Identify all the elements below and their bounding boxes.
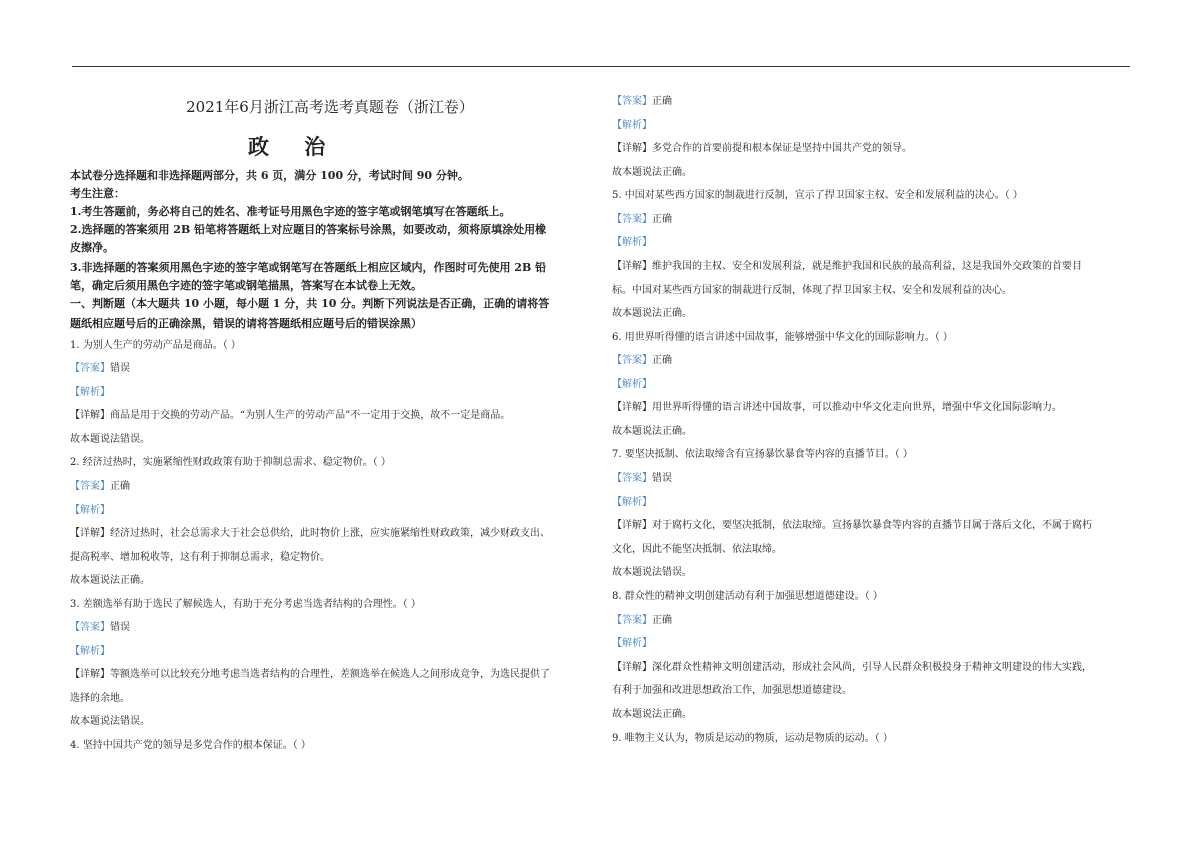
analysis-tag: 【解析】 [612, 379, 652, 390]
detail-text: 商品是用于交换的劳动产品。“为别人生产的劳动产品”不一定用于交换，故不一定是商品。 [110, 410, 511, 421]
notice-2a: 2.选择题的答案须用 2B 铅笔将答题纸上对应题目的答案标号涂黑，如要改动，须将原填涂处用橡 [70, 223, 547, 236]
detail-tag: 【详解】 [70, 528, 110, 539]
question-7-stem: 7. 要坚决抵制、依法取缔含有宣扬暴饮暴食等内容的直播节目。（ ） [612, 449, 913, 460]
answer-tag: 【答案】 [612, 615, 652, 626]
answer-tag: 【答案】 [612, 473, 652, 484]
detail-text: 多党合作的首要前提和根本保证是坚持中国共产党的领导。 [652, 143, 912, 154]
detail-text: 等额选举可以比较充分地考虑当选者结构的合理性，差额选举在候选人之间形成竞争，为选民提供了 [110, 669, 550, 680]
question-6-answer [612, 355, 672, 367]
question-2-detail [70, 528, 550, 540]
detail-text: 用世界听得懂的语言讲述中国故事，可以推动中华文化走向世界，增强中华文化国际影响力。 [652, 402, 1062, 413]
question-2-stem: 2. 经济过热时，实施紧缩性财政政策有助于抑制总需求、稳定物价。（ ） [70, 457, 391, 468]
question-4-detail [612, 143, 912, 155]
question-8-detail-cont: 有利于加强和改进思想政治工作，加强思想道德建设。 [612, 685, 852, 696]
analysis-tag: 【解析】 [70, 505, 110, 516]
question-5-detail [612, 261, 1082, 273]
question-2-conclusion: 故本题说法正确。 [70, 575, 150, 586]
answer-tag: 【答案】 [612, 96, 652, 107]
question-5-detail-cont: 标。中国对某些西方国家的制裁进行反制，体现了捍卫国家主权、安全和发展利益的决心。 [612, 285, 1012, 296]
analysis-tag: 【解析】 [612, 120, 652, 131]
answer-tag: 【答案】 [70, 622, 110, 633]
question-3-detail [70, 669, 550, 681]
answer-value: 正确 [652, 615, 672, 626]
question-3-detail-cont: 选择的余地。 [70, 693, 130, 704]
detail-text: 深化群众性精神文明创建活动，形成社会风尚，引导人民群众积极投身于精神文明建设的伟大实践， [652, 662, 1092, 673]
question-8-answer [612, 615, 672, 627]
answer-value: 正确 [652, 355, 672, 366]
question-6-detail [612, 402, 1062, 414]
question-2-answer [70, 481, 130, 493]
analysis-tag: 【解析】 [612, 497, 652, 508]
question-1-stem: 1. 为别人生产的劳动产品是商品。（ ） [70, 340, 241, 351]
question-8-stem: 8. 群众性的精神文明创建活动有利于加强思想道德建设。（ ） [612, 591, 883, 602]
question-3-answer [70, 622, 130, 634]
detail-tag: 【详解】 [70, 410, 110, 421]
question-4-answer [612, 96, 672, 108]
answer-tag: 【答案】 [70, 481, 110, 492]
section-heading-b: 题纸相应题号后的正确涂黑，错误的请将答题纸相应题号后的错误涂黑） [70, 317, 422, 330]
question-8-conclusion: 故本题说法正确。 [612, 709, 692, 720]
question-1-detail [70, 410, 510, 422]
question-8-detail [612, 662, 1092, 674]
detail-tag: 【详解】 [612, 520, 652, 531]
intro-line: 本试卷分选择题和非选择题两部分，共 6 页，满分 100 分，考试时间 90 分钟。 [70, 169, 469, 182]
question-7-answer [612, 473, 672, 485]
analysis-tag: 【解析】 [612, 237, 652, 248]
answer-value: 正确 [652, 214, 672, 225]
detail-tag: 【详解】 [612, 402, 652, 413]
exam-title: 2021年6月浙江高考选考真题卷（浙江卷） [186, 98, 474, 116]
detail-tag: 【详解】 [612, 662, 652, 673]
question-4-stem: 4. 坚持中国共产党的领导是多党合作的根本保证。（ ） [70, 740, 311, 751]
question-6-stem: 6. 用世界听得懂的语言讲述中国故事，能够增强中华文化的国际影响力。（ ） [612, 332, 953, 343]
answer-value: 错误 [110, 363, 130, 374]
detail-text: 维护我国的主权、安全和发展利益，就是维护我国和民族的最高利益，这是我国外交政策的首要目 [652, 261, 1082, 272]
answer-value: 错误 [652, 473, 672, 484]
question-5-answer [612, 214, 672, 226]
question-1-answer [70, 363, 130, 375]
answer-tag: 【答案】 [612, 355, 652, 366]
analysis-tag: 【解析】 [612, 638, 652, 649]
question-6-conclusion: 故本题说法正确。 [612, 426, 692, 437]
question-5-stem: 5. 中国对某些西方国家的制裁进行反制，宣示了捍卫国家主权、安全和发展利益的决心。（ ） [612, 190, 1023, 201]
notice-3a: 3.非选择题的答案须用黑色字迹的签字笔或钢笔写在答题纸上相应区域内，作图时可先使用 2B 铅 [70, 261, 547, 274]
header-rule [72, 66, 1130, 67]
notice-title: 考生注意： [70, 187, 125, 200]
notice-3b: 笔，确定后须用黑色字迹的签字笔或钢笔描黑，答案写在本试卷上无效。 [70, 279, 422, 292]
question-7-conclusion: 故本题说法错误。 [612, 567, 692, 578]
notice-1: 1.考生答题前，务必将自己的姓名、准考证号用黑色字迹的签字笔或钢笔填写在答题纸上。 [70, 205, 511, 218]
question-2-detail-cont: 提高税率、增加税收等，这有利于抑制总需求，稳定物价。 [70, 552, 330, 563]
answer-value: 错误 [110, 622, 130, 633]
question-3-stem: 3. 差额选举有助于选民了解候选人，有助于充分考虑当选者结构的合理性。（ ） [70, 599, 421, 610]
question-9-stem: 9. 唯物主义认为，物质是运动的物质，运动是物质的运动。（ ） [612, 733, 893, 744]
subject-title: 政 治 [248, 134, 340, 159]
detail-text: 对于腐朽文化，要坚决抵制，依法取缔。宣扬暴饮暴食等内容的直播节目属于落后文化，不属于腐朽 [652, 520, 1092, 531]
detail-text: 经济过热时，社会总需求大于社会总供给，此时物价上涨，应实施紧缩性财政政策，减少财政支出、 [110, 528, 550, 539]
question-5-conclusion: 故本题说法正确。 [612, 308, 692, 319]
answer-tag: 【答案】 [70, 363, 110, 374]
answer-value: 正确 [110, 481, 130, 492]
detail-tag: 【详解】 [612, 261, 652, 272]
question-4-conclusion: 故本题说法正确。 [612, 167, 692, 178]
question-7-detail-cont: 文化，因此不能坚决抵制、依法取缔。 [612, 544, 782, 555]
detail-tag: 【详解】 [70, 669, 110, 680]
notice-2b: 皮擦净。 [70, 241, 114, 254]
section-heading-a: 一、判断题（本大题共 10 小题，每小题 1 分，共 10 分。判断下列说法是否正确，正确的请将答 [70, 297, 550, 310]
question-1-conclusion: 故本题说法错误。 [70, 434, 150, 445]
answer-value: 正确 [652, 96, 672, 107]
analysis-tag: 【解析】 [70, 646, 110, 657]
detail-tag: 【详解】 [612, 143, 652, 154]
question-3-conclusion: 故本题说法错误。 [70, 716, 150, 727]
answer-tag: 【答案】 [612, 214, 652, 225]
question-7-detail [612, 520, 1092, 532]
analysis-tag: 【解析】 [70, 387, 110, 398]
